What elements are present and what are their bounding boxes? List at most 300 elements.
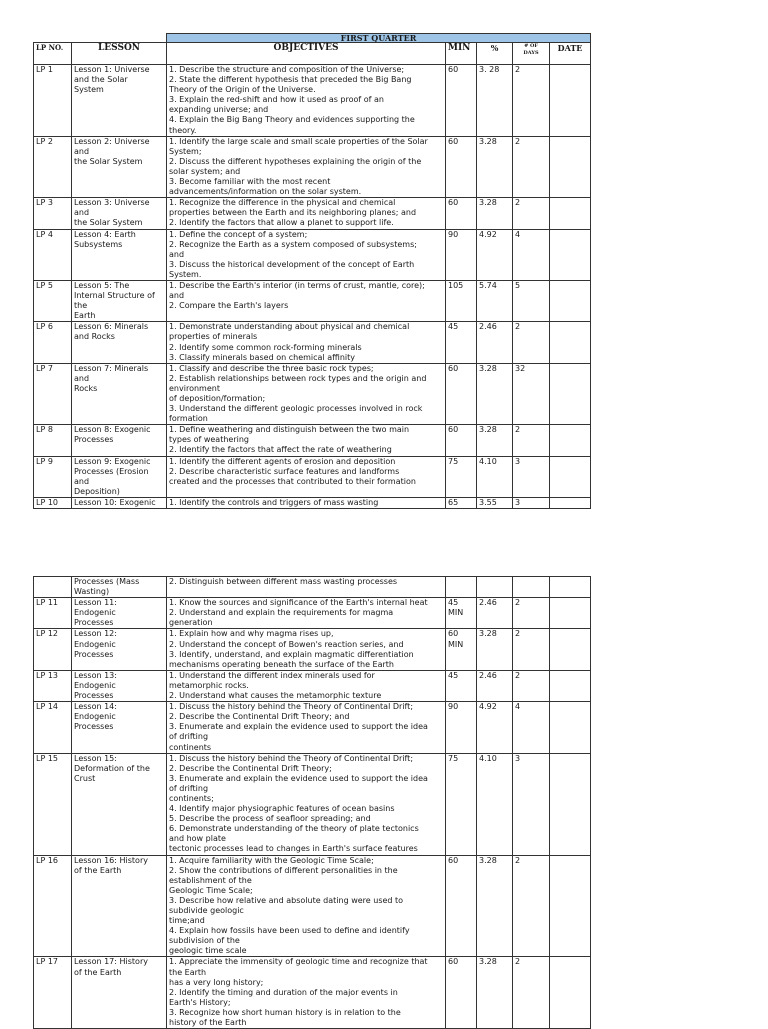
objective-line: continents	[169, 742, 212, 752]
objective-line: 4. Explain how fossils have been used to define and identify	[169, 926, 410, 936]
table-row	[34, 577, 591, 598]
objective-line: 1. Recognize the difference in the physical and chemical	[169, 198, 396, 208]
objective-line: 2. Describe characteristic surface features and landforms	[169, 466, 400, 476]
min-line: 45	[448, 322, 459, 332]
pct-cell: 2.46	[477, 670, 513, 701]
date-cell	[550, 198, 591, 229]
min-cell	[446, 670, 477, 701]
min-line: 60	[448, 855, 459, 865]
objectives-cell	[167, 229, 446, 280]
lesson-line: Endogenic	[74, 680, 116, 690]
days-cell: 2	[513, 65, 550, 137]
days-cell: 32	[513, 363, 550, 425]
days-cell: 2	[513, 425, 550, 456]
min-line: MIN	[448, 639, 464, 649]
min-line: 90	[448, 229, 459, 239]
lesson-line: Wasting)	[74, 587, 110, 597]
min-cell	[446, 322, 477, 363]
pct-cell: 4.92	[477, 702, 513, 753]
min-line: 65	[448, 497, 459, 507]
date-cell	[550, 456, 591, 497]
objective-line: 1. Identify the controls and triggers of mass wasting	[169, 497, 379, 507]
date-cell	[550, 702, 591, 753]
pct-cell: 2.46	[477, 598, 513, 629]
objective-line: advancements/information on the solar system.	[169, 187, 362, 197]
lesson-line: Lesson 15:	[74, 753, 117, 763]
days-cell: 3	[513, 456, 550, 497]
min-cell	[446, 957, 477, 1029]
objective-line: 1. Define the concept of a system;	[169, 229, 308, 239]
objectives-cell	[167, 957, 446, 1029]
objective-line: 1. Define weathering and distinguish between the two main	[169, 425, 410, 435]
objective-line: 1. Acquire familiarity with the Geologic Time Scale;	[169, 855, 374, 865]
objective-line: 1. Classify and describe the three basic rock types;	[169, 363, 374, 373]
lesson-cell	[72, 753, 167, 855]
lesson-line: Endogenic	[74, 639, 116, 649]
objective-line: geologic time scale	[169, 946, 247, 956]
lp-number: LP 5	[34, 280, 72, 321]
objective-line: theory.	[169, 125, 197, 135]
objectives-cell	[167, 425, 446, 456]
header-pct: %	[477, 43, 513, 65]
min-line: 60	[448, 136, 459, 146]
objective-line: of deposition/formation;	[169, 394, 266, 403]
date-cell	[550, 363, 591, 425]
objective-line: generation	[169, 618, 213, 628]
lesson-line: Lesson 7: Minerals	[74, 363, 149, 373]
min-cell	[446, 577, 477, 598]
table-row	[34, 957, 591, 1029]
lesson-line: Lesson 13:	[74, 670, 117, 680]
objective-line: properties of minerals	[169, 332, 258, 342]
pct-cell: 3.28	[477, 425, 513, 456]
lesson-line: Lesson 1: Universe	[74, 65, 150, 74]
objective-line: 5. Describe the process of seafloor spreading; and	[169, 814, 371, 824]
lesson-cell	[72, 598, 167, 629]
lesson-line: Lesson 3: Universe	[74, 198, 150, 208]
lesson-line: and the Solar	[74, 75, 128, 85]
objective-line: solar system; and	[169, 166, 241, 176]
min-line: 60	[448, 65, 459, 74]
lesson-cell	[72, 629, 167, 670]
table-row	[34, 425, 591, 456]
days-cell: 4	[513, 229, 550, 280]
pct-cell: 3.55	[477, 497, 513, 508]
objectives-cell	[167, 198, 446, 229]
days-cell: 3	[513, 497, 550, 508]
objective-line: the Earth	[169, 967, 207, 977]
lesson-line: Lesson 4: Earth	[74, 229, 136, 239]
table-row	[34, 456, 591, 497]
objective-line: time;and	[169, 916, 205, 926]
days-cell: 2	[513, 629, 550, 670]
min-cell	[446, 702, 477, 753]
objective-line: tectonic processes lead to changes in Earth's surface features	[169, 844, 418, 854]
header-date: DATE	[550, 43, 591, 65]
lesson-cell	[72, 136, 167, 198]
lesson-line: Subsystems	[74, 239, 123, 249]
lesson-cell	[72, 855, 167, 957]
pct-cell: 5.74	[477, 280, 513, 321]
pct-cell: 3.28	[477, 198, 513, 229]
lp-number: LP 2	[34, 136, 72, 198]
objectives-cell	[167, 577, 446, 598]
lesson-line: Earth	[74, 311, 96, 321]
objectives-cell	[167, 497, 446, 508]
lesson-line: Lesson 2: Universe	[74, 136, 150, 146]
lesson-line: Lesson 8: Exogenic	[74, 425, 151, 435]
lesson-line: the Solar System	[74, 156, 143, 166]
objective-line: 3. Describe how relative and absolute dating were used to	[169, 895, 404, 905]
table-row	[34, 629, 591, 670]
objectives-cell	[167, 855, 446, 957]
lesson-cell	[72, 363, 167, 425]
table-row	[34, 598, 591, 629]
days-cell	[513, 577, 550, 598]
header-row	[34, 43, 591, 65]
min-cell	[446, 753, 477, 855]
objective-line: properties between the Earth and its neighboring planes; and	[169, 208, 417, 218]
lesson-cell	[72, 280, 167, 321]
objective-line: 1. Know the sources and significance of the Earth's internal heat	[169, 598, 428, 608]
pct-cell: 3.28	[477, 363, 513, 425]
objective-line: establishment of the	[169, 875, 252, 885]
lesson-line: Processes	[74, 618, 114, 628]
lp-number: LP 3	[34, 198, 72, 229]
lp-number	[34, 577, 72, 598]
objective-line: 3. Enumerate and explain the evidence used to support the idea	[169, 722, 428, 732]
pct-cell: 3.28	[477, 629, 513, 670]
objectives-cell	[167, 753, 446, 855]
days-cell: 4	[513, 702, 550, 753]
header-days-bottom: DAYS	[523, 50, 539, 56]
table-row	[34, 702, 591, 753]
objective-line: of drifting	[169, 783, 209, 793]
lesson-line: Deposition)	[74, 486, 120, 496]
objective-line: 2. Identify some common rock-forming minerals	[169, 342, 362, 352]
objective-line: 6. Demonstrate understanding of the theory of plate tectonics	[169, 824, 419, 834]
objective-line: 3. Understand the different geologic processes involved in rock	[169, 404, 423, 414]
objective-line: Earth's History;	[169, 997, 231, 1007]
objective-line: 1. Discuss the history behind the Theory of Continental Drift;	[169, 753, 414, 763]
lesson-line: System	[74, 85, 104, 95]
lp-number: LP 13	[34, 670, 72, 701]
min-cell	[446, 456, 477, 497]
objective-line: has a very long history;	[169, 977, 264, 987]
objective-line: subdivision of the	[169, 936, 240, 946]
lesson-line: Deformation of the	[74, 763, 150, 773]
min-cell	[446, 497, 477, 508]
objectives-cell	[167, 280, 446, 321]
min-cell	[446, 136, 477, 198]
date-cell	[550, 598, 591, 629]
objective-line: and	[169, 291, 185, 301]
pct-cell	[477, 577, 513, 598]
lesson-line: the Solar System	[74, 218, 143, 228]
min-line: 90	[448, 702, 459, 712]
objective-line: 4. Identify major physiographic features of ocean basins	[169, 804, 395, 814]
objective-line: 2. State the different hypothesis that preceded the Big Bang	[169, 75, 412, 85]
days-cell: 2	[513, 670, 550, 701]
objectives-cell	[167, 629, 446, 670]
days-cell: 3	[513, 753, 550, 855]
objective-line: 2. Identify the factors that affect the rate of weathering	[169, 445, 392, 455]
objective-line: environment	[169, 383, 220, 393]
lesson-cell	[72, 322, 167, 363]
min-cell	[446, 280, 477, 321]
days-cell: 2	[513, 598, 550, 629]
table-row	[34, 198, 591, 229]
lesson-line: Processes	[74, 649, 114, 659]
lesson-line: Lesson 9: Exogenic	[74, 456, 151, 466]
date-cell	[550, 629, 591, 670]
objective-line: 3. Recognize how short human history is in relation to the	[169, 1007, 401, 1017]
objective-line: 2. Compare the Earth's layers	[169, 301, 289, 311]
objectives-cell	[167, 363, 446, 425]
date-cell	[550, 577, 591, 598]
pct-cell: 2.46	[477, 322, 513, 363]
lesson-line: Lesson 14:	[74, 702, 117, 712]
pct-cell: 4.92	[477, 229, 513, 280]
min-cell	[446, 363, 477, 425]
objective-line: 1. Identify the different agents of erosion and deposition	[169, 456, 396, 466]
objective-line: continents;	[169, 793, 214, 803]
lesson-cell	[72, 670, 167, 701]
days-cell: 2	[513, 957, 550, 1029]
objective-line: and	[169, 249, 185, 259]
lesson-line: Endogenic	[74, 712, 116, 722]
pct-cell: 3.28	[477, 855, 513, 957]
objective-line: 1. Describe the Earth's interior (in terms of crust, mantle, core);	[169, 280, 425, 290]
table-row	[34, 670, 591, 701]
objective-line: 2. Distinguish between different mass wasting processes	[169, 577, 398, 586]
min-cell	[446, 229, 477, 280]
objective-line: 2. Identify the timing and duration of the major events in	[169, 987, 398, 997]
date-cell	[550, 280, 591, 321]
objective-line: 1. Describe the structure and composition of the Universe;	[169, 65, 405, 74]
days-cell: 2	[513, 322, 550, 363]
pct-cell: 3. 28	[477, 65, 513, 137]
table-row	[34, 229, 591, 280]
objective-line: 4. Explain the Big Bang Theory and evidences supporting the	[169, 115, 415, 125]
date-cell	[550, 65, 591, 137]
pct-cell: 3.28	[477, 957, 513, 1029]
objective-line: 1. Discuss the history behind the Theory of Continental Drift;	[169, 702, 414, 712]
lesson-line: Processes	[74, 435, 114, 445]
lesson-line: Processes	[74, 722, 114, 732]
lesson-cell	[72, 497, 167, 508]
date-cell	[550, 753, 591, 855]
lp-number: LP 1	[34, 65, 72, 137]
lesson-line: and	[74, 373, 90, 383]
objectives-cell	[167, 702, 446, 753]
table-2-body	[34, 577, 591, 1029]
table-row	[34, 280, 591, 321]
objective-line: Geologic Time Scale;	[169, 885, 253, 895]
table-row	[34, 136, 591, 198]
min-cell	[446, 198, 477, 229]
lesson-cell	[72, 702, 167, 753]
objective-line: 2. Describe the Continental Drift Theory;	[169, 763, 332, 773]
objective-line: 1. Demonstrate understanding about physical and chemical	[169, 322, 410, 332]
min-line: 75	[448, 456, 459, 466]
header-lesson: LESSON	[72, 43, 167, 65]
date-cell	[550, 670, 591, 701]
lesson-cell	[72, 456, 167, 497]
table-row	[34, 322, 591, 363]
table-row	[34, 65, 591, 137]
lesson-line: Lesson 6: Minerals	[74, 322, 149, 332]
min-line: 75	[448, 753, 459, 763]
objective-line: 2. Understand what causes the metamorphic texture	[169, 691, 382, 701]
lp-number: LP 4	[34, 229, 72, 280]
min-line: 45	[448, 598, 459, 608]
lp-number: LP 12	[34, 629, 72, 670]
date-cell	[550, 497, 591, 508]
objective-line: 3. Explain the red-shift and how it used as proof of an	[169, 95, 384, 105]
lp-number: LP 17	[34, 957, 72, 1029]
min-cell	[446, 629, 477, 670]
objective-line: System;	[169, 146, 202, 156]
lp-number: LP 16	[34, 855, 72, 957]
header-min: MIN	[446, 43, 477, 65]
lp-number: LP 15	[34, 753, 72, 855]
lesson-line: Lesson 11:	[74, 598, 117, 608]
lesson-cell	[72, 577, 167, 598]
pct-cell: 4.10	[477, 456, 513, 497]
objective-line: 2. Understand the concept of Bowen's reaction series, and	[169, 639, 404, 649]
objective-line: 2. Show the contributions of different personalities in the	[169, 865, 398, 875]
objective-line: Theory of the Origin of the Universe.	[169, 85, 316, 95]
table-1-body	[34, 65, 591, 509]
lp-number: LP 6	[34, 322, 72, 363]
lesson-line: Lesson 10: Exogenic	[74, 497, 156, 507]
objective-line: history of the Earth	[169, 1018, 247, 1028]
days-cell: 2	[513, 855, 550, 957]
objective-line: 2. Understand and explain the requirements for magma	[169, 608, 394, 618]
lesson-line: of the Earth	[74, 865, 122, 875]
lesson-cell	[72, 198, 167, 229]
objectives-cell	[167, 136, 446, 198]
objective-line: subdivide geologic	[169, 906, 244, 915]
objective-line: 3. Become familiar with the most recent	[169, 177, 331, 187]
lesson-line: Lesson 16: History	[74, 855, 148, 865]
min-line: 60	[448, 629, 459, 639]
table-row	[34, 497, 591, 508]
objective-line: 2. Describe the Continental Drift Theory; and	[169, 712, 350, 722]
lesson-cell	[72, 65, 167, 137]
lesson-line: Crust	[74, 773, 96, 783]
lp-number: LP 8	[34, 425, 72, 456]
header-days-top: # OF	[524, 43, 538, 49]
lesson-line: Rocks	[74, 383, 98, 393]
objective-line: 3. Identify, understand, and explain magmatic differentiation	[169, 649, 414, 659]
lp-number: LP 11	[34, 598, 72, 629]
days-cell: 5	[513, 280, 550, 321]
lesson-line: and	[74, 146, 90, 156]
objective-line: formation	[169, 414, 208, 424]
objective-line: 1. Appreciate the immensity of geologic time and recognize that	[169, 957, 428, 967]
objective-line: 1. Explain how and why magma rises up,	[169, 629, 334, 639]
objective-line: and how plate	[169, 834, 226, 844]
lesson-cell	[72, 957, 167, 1029]
lp-number: LP 10	[34, 497, 72, 508]
lesson-line: and	[74, 208, 90, 218]
min-line: 60	[448, 363, 459, 373]
objectives-cell	[167, 456, 446, 497]
lesson-line: Lesson 5: The	[74, 280, 130, 290]
lesson-plan-table-2	[33, 576, 591, 1029]
date-cell	[550, 136, 591, 198]
objectives-cell	[167, 65, 446, 137]
objective-line: 1. Identify the large scale and small scale properties of the Solar	[169, 136, 428, 146]
days-cell: 2	[513, 136, 550, 198]
table-row	[34, 855, 591, 957]
date-cell	[550, 322, 591, 363]
days-cell: 2	[513, 198, 550, 229]
lesson-plan-table-1	[33, 33, 591, 509]
header-days	[513, 43, 550, 65]
objective-line: 2. Recognize the Earth as a system composed of subsystems;	[169, 239, 417, 249]
header-lp: LP NO.	[34, 43, 72, 65]
date-cell	[550, 957, 591, 1029]
lesson-line: Lesson 12:	[74, 629, 117, 639]
objective-line: 3. Discuss the historical development of the concept of Earth	[169, 259, 415, 269]
lesson-line: and Rocks	[74, 332, 115, 342]
objective-line: 1. Understand the different index minerals used for	[169, 670, 375, 680]
objective-line: created and the processes that contributed to their formation	[169, 476, 416, 486]
objective-line: mechanisms operating beneath the surface of the Earth	[169, 659, 394, 669]
min-line: 60	[448, 425, 459, 435]
quarter-title: FIRST QUARTER	[167, 34, 591, 43]
min-line: 45	[448, 670, 459, 680]
lesson-line: and	[74, 476, 90, 486]
lesson-cell	[72, 229, 167, 280]
min-line: MIN	[448, 608, 464, 618]
objectives-cell	[167, 670, 446, 701]
header-objectives: OBJECTIVES	[167, 43, 446, 65]
objective-line: types of weathering	[169, 435, 249, 445]
lesson-line: of the Earth	[74, 967, 122, 977]
date-cell	[550, 229, 591, 280]
pct-cell: 3.28	[477, 136, 513, 198]
lesson-cell	[72, 425, 167, 456]
table-row	[34, 363, 591, 425]
objectives-cell	[167, 322, 446, 363]
objective-line: 3. Classify minerals based on chemical affinity	[169, 352, 356, 362]
objective-line: 2. Identify the factors that allow a planet to support life.	[169, 218, 394, 228]
lp-number: LP 14	[34, 702, 72, 753]
min-cell	[446, 598, 477, 629]
lesson-line: the	[74, 301, 88, 311]
lesson-line: Processes	[74, 691, 114, 701]
min-cell	[446, 425, 477, 456]
lesson-line: Endogenic	[74, 608, 116, 618]
objective-line: 3. Enumerate and explain the evidence used to support the idea	[169, 773, 428, 783]
min-line: 60	[448, 198, 459, 208]
pct-cell: 4.10	[477, 753, 513, 855]
lesson-line: Internal Structure of	[74, 291, 155, 301]
date-cell	[550, 855, 591, 957]
lp-number: LP 9	[34, 456, 72, 497]
objective-line: 2. Establish relationships between rock types and the origin and	[169, 373, 427, 383]
objective-line: of drifting	[169, 732, 209, 742]
objective-line: 2. Discuss the different hypotheses explaining the origin of the	[169, 156, 422, 166]
objective-line: metamorphic rocks.	[169, 680, 249, 690]
lp-number: LP 7	[34, 363, 72, 425]
lesson-line: Lesson 17: History	[74, 957, 148, 967]
lesson-line: Processes (Mass	[74, 577, 140, 586]
